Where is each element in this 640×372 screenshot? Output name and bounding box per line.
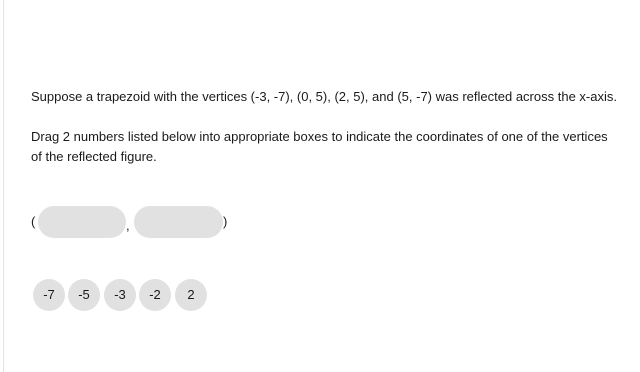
close-parenthesis: ) bbox=[223, 214, 228, 229]
comma-separator: , bbox=[126, 218, 130, 233]
number-tile[interactable]: -5 bbox=[68, 279, 100, 311]
number-tile[interactable]: -3 bbox=[104, 279, 136, 311]
y-coordinate-drop-box[interactable] bbox=[134, 206, 223, 238]
number-tile[interactable]: -2 bbox=[139, 279, 171, 311]
open-parenthesis: ( bbox=[31, 214, 36, 229]
question-instruction: Drag 2 numbers listed below into appropriate boxes to indicate the coordinates of one of the vertices of the reflected figure. bbox=[31, 129, 608, 164]
left-border bbox=[3, 0, 4, 372]
question-block bbox=[31, 87, 621, 167]
question-prompt: Suppose a trapezoid with the vertices (-3, -7), (0, 5), (2, 5), and (5, -7) was reflected across the x-axis. bbox=[31, 89, 617, 104]
x-coordinate-drop-box[interactable] bbox=[38, 206, 126, 238]
number-tile-bank bbox=[31, 279, 221, 311]
coordinate-answer-row bbox=[31, 206, 251, 238]
number-tile[interactable]: 2 bbox=[175, 279, 207, 311]
number-tile[interactable]: -7 bbox=[33, 279, 65, 311]
